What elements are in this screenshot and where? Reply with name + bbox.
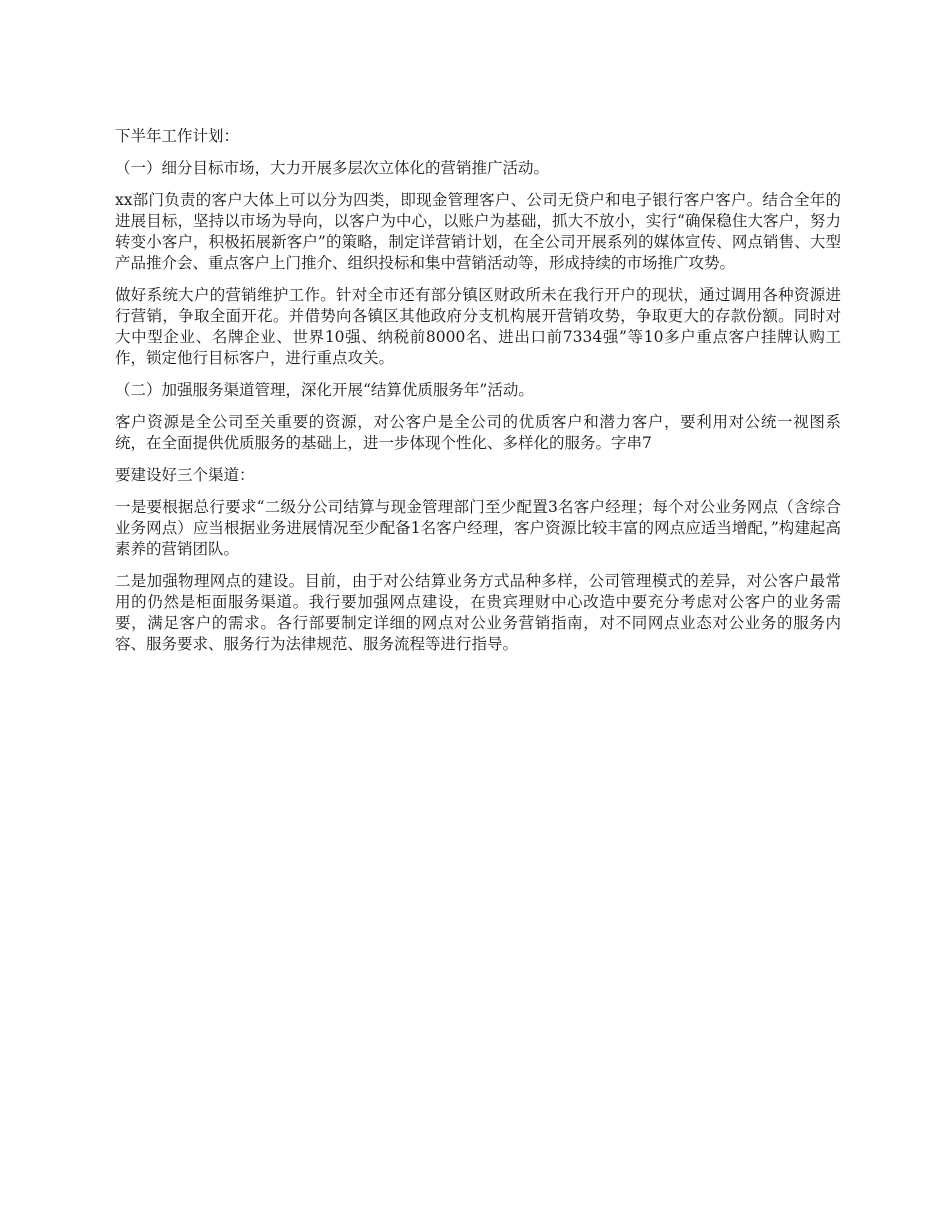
paragraph: 二是加强物理网点的建设。目前，由于对公结算业务方式品种多样，公司管理模式的差异，对公客户最常用的仍然是柜面服务渠道。我行要加强网点建设，在贵宾理财中心改造中要充分考虑对公客户的业务需要，满足客户的需求。各行部要制定详细的网点对公业务营销指南，对不同网点业态对公业务的服务内容、服务要求、服务行为法律规范、服务流程等进行指导。 bbox=[115, 572, 841, 653]
paragraph: 一是要根据总行要求“二级分公司结算与现金管理部门至少配置3名客户经理；每个对公业务网点（含综合业务网点）应当根据业务进展情况至少配备1名客户经理，客户资源比较丰富的网点应适当增配，”构建起高素养的营销团队。 bbox=[115, 498, 841, 558]
section-heading: 下半年工作计划： bbox=[115, 127, 240, 145]
paragraph: xx部门负责的客户大体上可以分为四类，即现金管理客户、公司无贷户和电子银行客户客户。结合全年的进展目标，坚持以市场为导向，以客户为中心，以账户为基础，抓大不放小，实行“确保稳住大客户，努力转变小客户，积极拓展新客户”的策略，制定详营销计划，在全公司开展系列的媒体宣传、网点销售、大型产品推介会、重点客户上门推介、组织投标和集中营销活动等，形成持续的市场推广攻势。 bbox=[115, 191, 841, 272]
subsection-heading-1: （一）细分目标市场，大力开展多层次立体化的营销推广活动。 bbox=[115, 159, 550, 177]
paragraph: 要建设好三个渠道： bbox=[115, 466, 255, 484]
paragraph: 做好系统大户的营销维护工作。针对全市还有部分镇区财政所未在我行开户的现状，通过调用各种资源进行营销，争取全面开花。并借势向各镇区其他政府分支机构展开营销攻势，争取更大的存款份额。同时对大中型企业、名牌企业、世界10强、纳税前8000名、进出口前7334强”等10多户重点客户挂牌认购工作，锁定他行目标客户，进行重点攻关。 bbox=[115, 286, 841, 367]
paragraph: 客户资源是全公司至关重要的资源，对公客户是全公司的优质客户和潜力客户，要利用对公统一视图系统，在全面提供优质服务的基础上，进一步体现个性化、多样化的服务。字串7 bbox=[115, 413, 841, 452]
document-body bbox=[115, 126, 841, 666]
subsection-heading-2: （二）加强服务渠道管理，深化开展“结算优质服务年”活动。 bbox=[115, 381, 534, 399]
